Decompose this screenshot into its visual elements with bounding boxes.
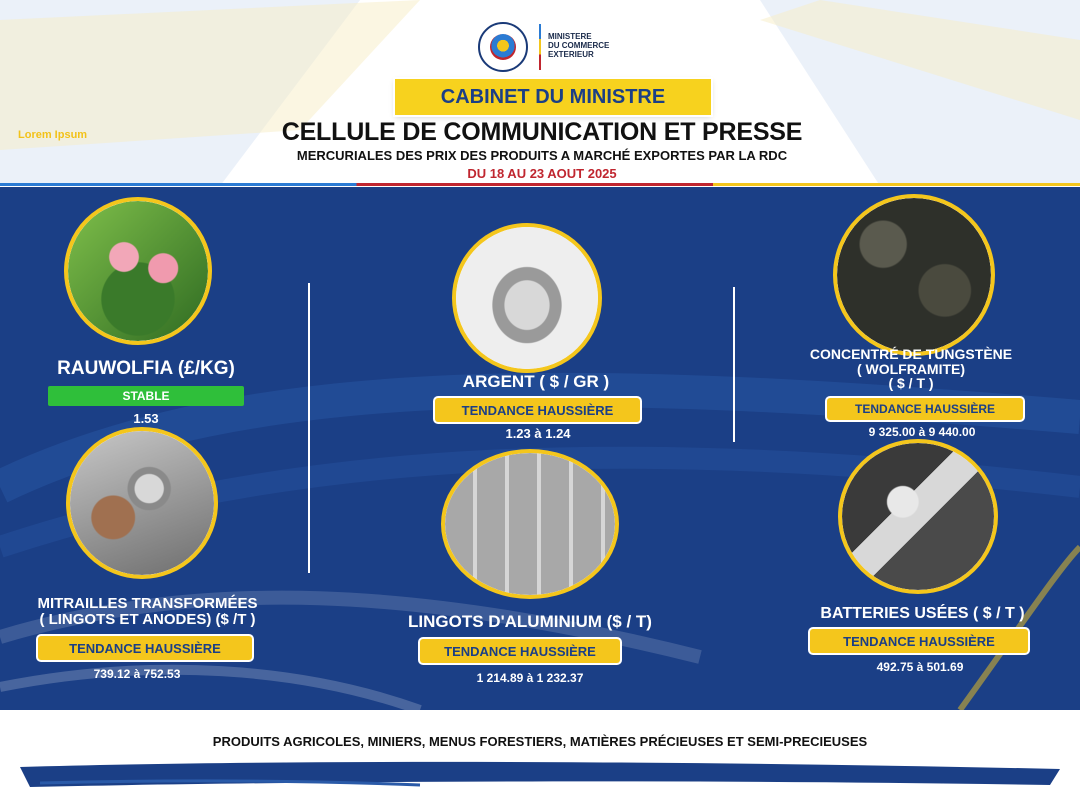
rauwolfia-price: 1.53 <box>133 411 159 426</box>
batteries-image <box>838 439 998 594</box>
argent-price: 1.23 à 1.24 <box>505 426 571 441</box>
products-panel <box>0 187 1080 710</box>
header <box>0 0 1080 186</box>
mitrailles-label: MITRAILLES TRANSFORMÉES ( LINGOTS ET ANODES) ($ /T ) <box>37 595 258 628</box>
cabinet-banner <box>395 79 711 115</box>
batteries-price: 492.75 à 501.69 <box>876 660 964 674</box>
date-range: DU 18 AU 23 AOUT 2025 <box>467 166 617 181</box>
lorem-text: Lorem Ipsum <box>18 129 88 141</box>
argent-trend-badge: TENDANCE HAUSSIÈRE <box>435 398 640 422</box>
aluminium-label: LINGOTS D'ALUMINIUM ($ / T) <box>408 612 652 631</box>
aluminium-price: 1 214.89 à 1 232.37 <box>476 671 584 685</box>
mitrailles-image <box>66 427 218 579</box>
rauwolfia-trend-badge: STABLE <box>48 386 244 406</box>
column-divider-left <box>308 283 310 573</box>
tungstene-trend-badge: TENDANCE HAUSSIÈRE <box>827 398 1023 420</box>
rauwolfia-image <box>64 197 212 345</box>
column-divider-right <box>733 287 735 442</box>
footer-text: PRODUITS AGRICOLES, MINIERS, MENUS FORESTIERS, MATIÈRES PRÉCIEUSES ET SEMI-PRECIEUSES <box>212 734 868 749</box>
ministry-name: MINISTERE DU COMMERCE EXTERIEUR <box>548 32 610 59</box>
tungstene-price: 9 325.00 à 9 440.00 <box>868 425 976 439</box>
batteries-label: BATTERIES USÉES ( $ / T ) <box>820 605 1025 622</box>
argent-label: ARGENT ( $ / GR ) <box>462 372 610 391</box>
logo-separator <box>539 24 541 70</box>
batteries-trend-badge: TENDANCE HAUSSIÈRE <box>810 629 1028 653</box>
page-subtitle: MERCURIALES DES PRIX DES PRODUITS A MARCHÉ EXPORTES PAR LA RDC <box>296 148 788 163</box>
aluminium-image <box>441 449 619 599</box>
footer <box>0 710 1080 791</box>
mitrailles-price: 739.12 à 752.53 <box>93 667 181 681</box>
argent-image <box>452 223 602 373</box>
aluminium-trend-badge: TENDANCE HAUSSIÈRE <box>420 639 620 663</box>
ministry-logo <box>478 20 628 74</box>
footer-brush-stroke <box>0 755 1080 791</box>
coat-of-arms-seal <box>478 22 528 72</box>
mitrailles-trend-badge: TENDANCE HAUSSIÈRE <box>38 636 252 660</box>
tungstene-label: CONCENTRÉ DE TUNGSTÈNE ( WOLFRAMITE) ( $ / T ) <box>809 346 1013 392</box>
tungstene-image <box>833 194 995 356</box>
tricolor-rule <box>0 183 1080 186</box>
page-title: CELLULE DE COMMUNICATION ET PRESSE <box>281 118 803 146</box>
cabinet-title: CABINET DU MINISTRE <box>440 85 666 108</box>
rauwolfia-label: RAUWOLFIA (£/KG) <box>57 358 235 379</box>
